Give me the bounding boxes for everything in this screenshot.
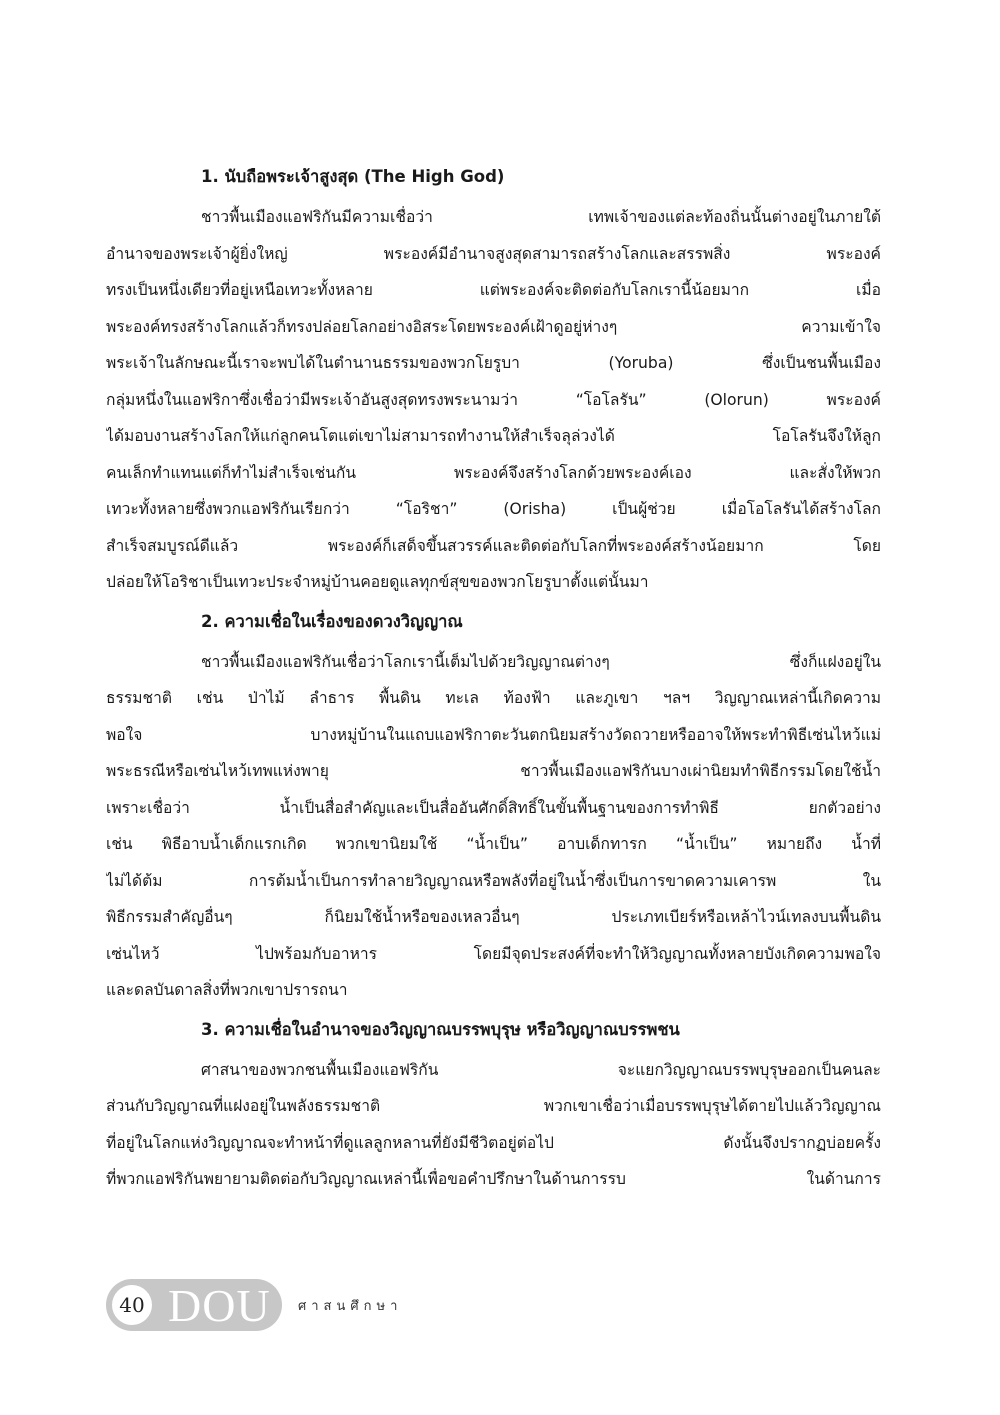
text-line: ชาวพื้นเมืองแอฟริกันมีความเชื่อว่า เทพเจ้าของแต่ละท้องถิ่นนั้นต่างอยู่ในภายใต้ (201, 208, 881, 226)
text-line: และดลบันดาลสิ่งที่พวกเขาปรารถนา (106, 981, 348, 999)
text-line: ส่วนกับวิญญาณที่แฝงอยู่ในพลังธรรมชาติ พวกเขาเชื่อว่าเมื่อบรรพบุรุษได้ตายไปแล้ววิญญาณ (106, 1097, 881, 1115)
text-line: กลุ่มหนึ่งในแอฟริกาซึ่งเชื่อว่ามีพระเจ้าอันสูงสุดทรงพระนามว่า “โอโลรัน” (Olorun) พระองค์ (106, 390, 881, 409)
paragraph (106, 1052, 881, 1198)
page-footer (106, 1279, 402, 1331)
text-line: ชาวพื้นเมืองแอฟริกันเชื่อว่าโลกเรานี้เต็มไปด้วยวิญญาณต่างๆ ซึ่งก็แฝงอยู่ใน (201, 652, 881, 671)
text-line: ที่อยู่ในโลกแห่งวิญญาณจะทำหน้าที่ดูแลลูกหลานที่ยังมีชีวิตอยู่ต่อไป ดังนั้นจึงปรากฏบ่อยครั้ง (106, 1133, 881, 1152)
text-line: อำนาจของพระเจ้าผู้ยิ่งใหญ่ พระองค์มีอำนาจสูงสุดสามารถสร้างโลกและสรรพสิ่ง พระองค์ (106, 244, 881, 263)
text-line: ที่พวกแอฟริกันพยายามติดต่อกับวิญญาณเหล่านี้เพื่อขอคำปรึกษาในด้านการรบ ในด้านการ (106, 1170, 881, 1188)
text-line: พระธรณีหรือเซ่นไหว้เทพแห่งพายุ ชาวพื้นเมืองแอฟริกันบางเผ่านิยมทำพิธีกรรมโดยใช้น้ำ (106, 762, 881, 780)
text-line: สำเร็จสมบูรณ์ดีแล้ว พระองค์ก็เสด็จขึ้นสวรรค์และติดต่อกับโลกที่พระองค์สร้างน้อยมาก โดย (106, 536, 881, 555)
section-3 (106, 1013, 881, 1198)
text-line: เช่น พิธีอาบน้ำเด็กแรกเกิด พวกเขานิยมใช้ “น้ำเป็น” อาบเด็กทารก “น้ำเป็น” หมายถึง น้ำที่ (106, 835, 881, 853)
text-line: ไม่ได้ต้ม การต้มน้ำเป็นการทำลายวิญญาณหรือพลังที่อยู่ในน้ำซึ่งเป็นการขาดความเคารพ ใน (106, 871, 881, 890)
text-line: เทวะทั้งหลายซึ่งพวกแอฟริกันเรียกว่า “โอริชา” (Orisha) เป็นผู้ช่วย เมื่อโอโลรันได้สร้างโลก (106, 500, 881, 518)
dou-badge (106, 1279, 282, 1331)
page-body (106, 160, 881, 1202)
section-heading: 3. ความเชื่อในอำนาจของวิญญาณบรรพบุรุษ หรือวิญญาณบรรพชน (201, 1019, 680, 1039)
section-heading: 1. นับถือพระเจ้าสูงสุด (The High God) (201, 167, 505, 186)
text-line: ธรรมชาติ เช่น ป่าไม้ ลำธาร พื้นดิน ทะเล ท้องฟ้า และภูเขา ฯลฯ วิญญาณเหล่านี้เกิดความ (106, 689, 881, 707)
text-line: เพราะเชื่อว่า น้ำเป็นสื่อสำคัญและเป็นสื่ออันศักดิ์สิทธิ์ในขั้นพื้นฐานของการทำพิธี ยกตัวอย่าง (106, 798, 881, 817)
paragraph (106, 644, 881, 1009)
paragraph (106, 199, 881, 601)
text-line: พิธีกรรมสำคัญอื่นๆ ก็นิยมใช้น้ำหรือของเหลวอื่นๆ ประเภทเบียร์หรือเหล้าไวน์เทลงบนพื้นดิน (106, 908, 881, 926)
section-1 (106, 160, 881, 601)
text-line: ศาสนาของพวกชนพื้นเมืองแอฟริกัน จะแยกวิญญาณบรรพบุรุษออกเป็นคนละ (201, 1060, 881, 1079)
text-line: พระเจ้าในลักษณะนี้เราจะพบได้ในตำนานธรรมของพวกโยรูบา (Yoruba) ซึ่งเป็นชนพื้นเมือง (106, 354, 881, 372)
book-title: ศาสนศึกษา (298, 1298, 403, 1314)
text-line: ทรงเป็นหนึ่งเดียวที่อยู่เหนือเทวะทั้งหลาย แต่พระองค์จะติดต่อกับโลกเรานี้น้อยมาก เมื่อ (106, 281, 881, 299)
dou-logo: DOU (168, 1280, 271, 1331)
text-line: พระองค์ทรงสร้างโลกแล้วก็ทรงปล่อยโลกอย่างอิสระโดยพระองค์เฝ้าดูอยู่ห่างๆ ความเข้าใจ (106, 317, 881, 336)
text-line: ปล่อยให้โอริชาเป็นเทวะประจำหมู่บ้านคอยดูแลทุกข์สุขของพวกโยรูบาตั้งแต่นั้นมา (106, 573, 649, 591)
page-number: 40 (112, 1285, 152, 1325)
text-line: ได้มอบงานสร้างโลกให้แก่ลูกคนโตแต่เขาไม่สามารถทำงานให้สำเร็จลุล่วงได้ โอโลรันจึงให้ลูก (106, 427, 881, 445)
text-line: คนเล็กทำแทนแต่ก็ทำไม่สำเร็จเช่นกัน พระองค์จึงสร้างโลกด้วยพระองค์เอง และสั่งให้พวก (106, 463, 881, 482)
text-line: เซ่นไหว้ ไปพร้อมกับอาหาร โดยมีจุดประสงค์ที่จะทำให้วิญญาณทั้งหลายบังเกิดความพอใจ (106, 944, 881, 963)
section-heading: 2. ความเชื่อในเรื่องของดวงวิญญาณ (201, 611, 463, 631)
section-2 (106, 605, 881, 1009)
text-line: พอใจ บางหมู่บ้านในแถบแอฟริกาตะวันตกนิยมสร้างวัดถวายหรืออาจให้พระทำพิธีเซ่นไหว้แม่ (106, 725, 881, 744)
